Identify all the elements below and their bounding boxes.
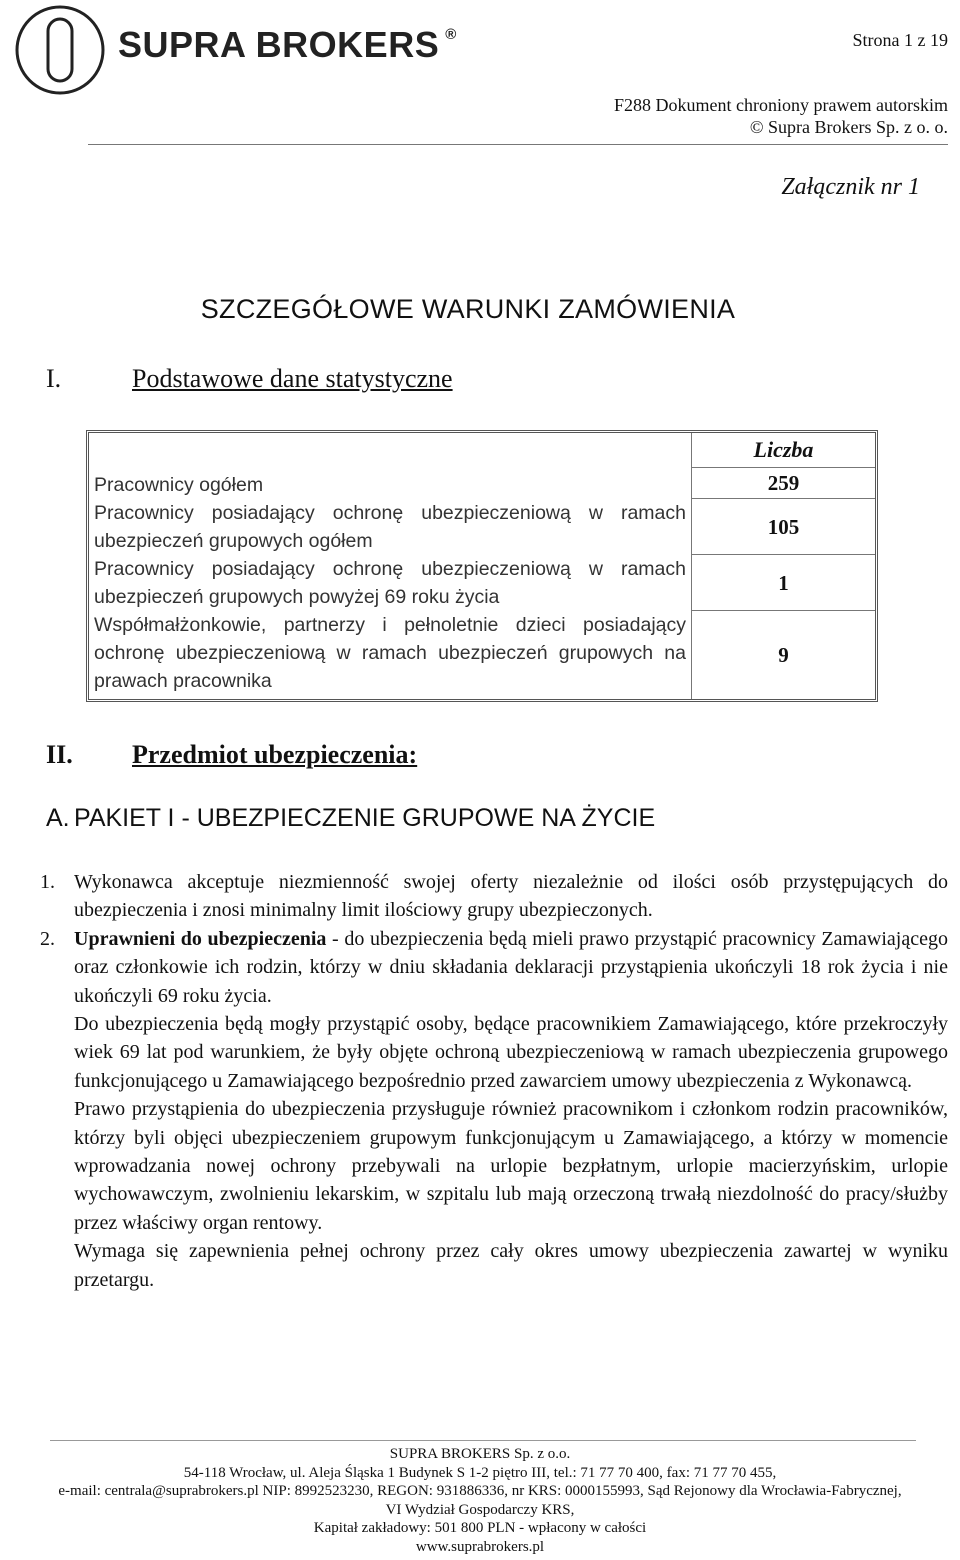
section-2-heading <box>46 740 417 770</box>
item-lead-rest: - do ubezpieczenia będą mieli prawo przystąpić pracownicy Zamawiającego oraz członkowie ich rodzin, którzy w dniu składania deklaracji przystąpienia ukończyli 18 rok życia i nie ukończyli 69 roku życia. <box>74 927 948 1007</box>
list-item <box>40 925 948 1294</box>
table-row <box>89 499 875 555</box>
row-value: 9 <box>692 611 876 699</box>
footer-company-name: SUPRA BROKERS Sp. z o.o. <box>389 1446 571 1462</box>
footer-registration: e-mail: centrala@suprabrokers.pl NIP: 8992523230, REGON: 931886336, nr KRS: 0000155993, Sąd Rejonowy dla Wrocławia-Fabrycznej, <box>58 1483 902 1499</box>
footer-address: 54-118 Wrocław, ul. Aleja Śląska 1 Budynek S 1-2 piętro III, tel.: 71 77 70 400, fax: 71 77 70 455, <box>183 1464 777 1481</box>
section-1-number: I. <box>46 364 62 393</box>
copyright-line-1: F288 Dokument chroniony prawem autorskim <box>614 95 948 115</box>
section-1-heading <box>46 364 453 394</box>
row-label: Pracownicy posiadający ochronę ubezpieczeniową w ramach ubezpieczeń grupowych ogółem <box>94 501 686 552</box>
copyright-line-2: © Supra Brokers Sp. z o. o. <box>749 117 948 137</box>
row-value: 105 <box>692 499 876 555</box>
page-number: Strona 1 z 19 <box>852 30 948 50</box>
table-header-row <box>89 433 875 468</box>
item-paragraph-3: Prawo przystąpienia do ubezpieczenia przysługuje również pracownikom i członkom rodzin pracowników, którzy byli objęci ubezpieczeniem grupowym funkcjonującym u Zamawiającego, a którzy w momencie wprowadzania nowej ochrony przebywali na urlopie bezpłatnym, urlopie macierzyńskim, urlopie wychowawczym, zwolnieniu lekarskim, w szpitalu lub mają orzeczoną trwałą niezdolność do pracy/służby przez właściwy organ rentowy. <box>74 1098 948 1234</box>
brand-name <box>118 24 457 66</box>
item-paragraph-1 <box>74 925 948 1010</box>
column-header-count: Liczba <box>692 433 876 468</box>
item-paragraph-4: Wymaga się zapewnienia pełnej ochrony przez cały okres umowy ubezpieczenia zawartej w wyniku przetargu. <box>74 1240 948 1291</box>
footer-capital: Kapitał zakładowy: 501 800 PLN - wpłacony w całości <box>313 1520 647 1536</box>
package-title: PAKIET I - UBEZPIECZENIE GRUPOWE NA ŻYCIE <box>74 804 656 832</box>
package-heading <box>46 804 655 833</box>
table-row <box>89 468 875 499</box>
package-letter: A. <box>46 804 70 832</box>
document-title: SZCZEGÓŁOWE WARUNKI ZAMÓWIENIA <box>200 294 736 324</box>
list-item <box>40 868 948 925</box>
section-2-title: Przedmiot ubezpieczenia: <box>132 740 418 769</box>
annex-label: Załącznik nr 1 <box>781 174 920 200</box>
item-bold-lead: Uprawnieni do ubezpieczenia <box>74 927 327 950</box>
row-value: 259 <box>692 468 876 499</box>
statistics-table <box>86 430 878 702</box>
row-label: Pracownicy ogółem <box>94 473 264 496</box>
item-number: 2. <box>40 927 55 950</box>
item-paragraph-2: Do ubezpieczenia będą mogły przystąpić osoby, będące pracownikiem Zamawiającego, które przekroczyły wiek 69 lat pod warunkiem, że były objęte ochroną ubezpieczeniową w ramach ubezpieczenia grupowego funkcjonującego u Zamawiającego bezpośrednio przed zawarciem umowy ubezpieczenia z Wykonawcą. <box>74 1013 948 1092</box>
table-row <box>89 555 875 611</box>
registered-mark: ® <box>445 26 457 43</box>
footer-court-division: VI Wydział Gospodarczy KRS, <box>385 1501 575 1518</box>
section-2-number: II. <box>46 740 73 769</box>
row-label: Współmałżonkowie, partnerzy i pełnoletnie dzieci posiadający ochronę ubezpieczeniową w ramach ubezpieczeń grupowych na prawach pracownika <box>94 613 686 692</box>
section-1-title: Podstawowe dane statystyczne <box>132 364 453 393</box>
row-value: 1 <box>692 555 876 611</box>
brand-text: SUPRA BROKERS <box>118 24 440 65</box>
conditions-list <box>40 868 948 1294</box>
footer-website: www.suprabrokers.pl <box>415 1538 545 1555</box>
item-text: Wykonawca akceptuje niezmienność swojej oferty niezależnie od ilości osób przystępujących do ubezpieczenia i znosi minimalny limit ilościowy grupy ubezpieczonych. <box>74 871 948 922</box>
table-header-empty-cell <box>89 433 692 468</box>
table-row <box>89 611 875 699</box>
item-number: 1. <box>40 871 55 893</box>
footer-divider <box>50 1440 916 1441</box>
row-label: Pracownicy posiadający ochronę ubezpieczeniową w ramach ubezpieczeń grupowych powyżej 69 roku życia <box>94 557 686 608</box>
company-footer <box>0 1445 960 1556</box>
copyright-note <box>614 94 948 138</box>
header-divider <box>88 144 948 145</box>
supra-brokers-logo <box>14 4 106 96</box>
